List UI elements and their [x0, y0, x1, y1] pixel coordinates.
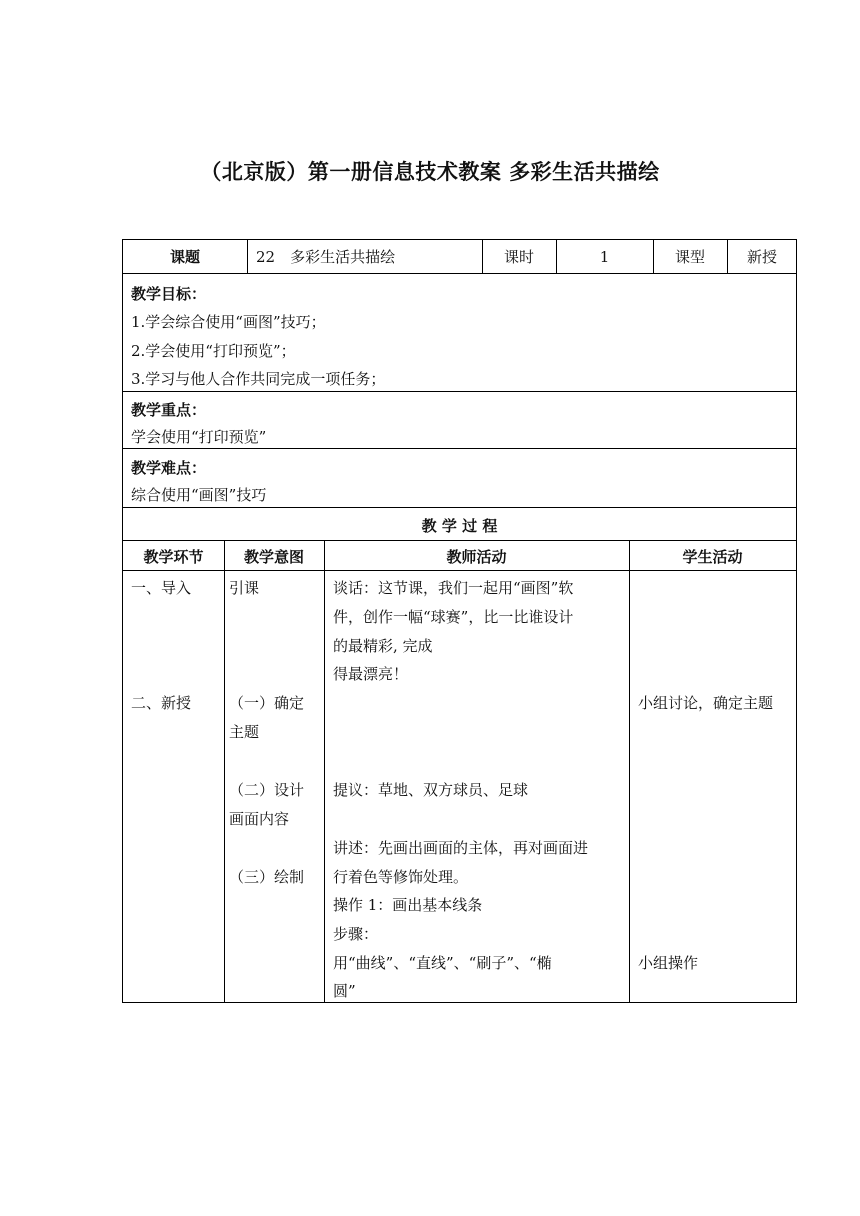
topic-value: 22 多彩生活共描绘	[256, 248, 396, 266]
intent-label: （二）设计	[229, 781, 305, 799]
teacher-activity-line: 得最漂亮！	[333, 665, 409, 683]
hours-label: 课时	[503, 248, 534, 266]
col-divider	[224, 540, 225, 1002]
objective-item: 1.学会综合使用“画图”技巧；	[131, 313, 326, 331]
column-header: 学生活动	[682, 548, 743, 566]
column-header: 教学环节	[143, 548, 204, 566]
intent-label: （三）绘制	[229, 868, 305, 886]
intent-label: 引课	[229, 579, 260, 597]
column-header: 教学意图	[243, 548, 304, 566]
document-title: （北京版）第一册信息技术教案 多彩生活共描绘	[200, 160, 660, 184]
col-divider	[247, 240, 248, 273]
teacher-activity-line: 谈话：这节课，我们一起用“画图”软	[333, 579, 574, 597]
stage-label: 二、新授	[131, 694, 192, 712]
student-activity-line: 小组操作	[638, 954, 699, 972]
intent-label: 画面内容	[229, 810, 290, 828]
teacher-activity-line: 用“曲线”、“直线”、“刷子”、“椭	[333, 954, 552, 972]
lesson-plan-table	[122, 239, 797, 1003]
key-point-text: 学会使用“打印预览”	[131, 428, 267, 446]
row-divider	[123, 391, 796, 392]
row-divider	[123, 448, 796, 449]
col-divider	[324, 540, 325, 1002]
objectives-heading: 教学目标：	[131, 285, 207, 303]
difficulty-heading: 教学难点：	[131, 459, 207, 477]
objective-item: 2.学会使用“打印预览”；	[131, 342, 296, 360]
teacher-activity-line: 行着色等修饰处理。	[333, 868, 469, 886]
column-header: 教师活动	[446, 548, 507, 566]
teacher-activity-line: 步骤：	[333, 925, 379, 943]
stage-label: 一、导入	[131, 579, 192, 597]
teacher-activity-line: 提议：草地、双方球员、足球	[333, 781, 529, 799]
teacher-activity-line: 圆”	[333, 982, 356, 1000]
difficulty-text: 综合使用“画图”技巧	[131, 486, 267, 504]
teacher-activity-line: 件，创作一幅“球赛”，比一比谁设计	[333, 608, 574, 626]
process-heading: 教 学 过 程	[421, 517, 498, 535]
row-divider	[123, 273, 796, 274]
col-divider	[629, 540, 630, 1002]
type-value: 新授	[746, 248, 777, 266]
teacher-activity-line: 操作 1：画出基本线条	[333, 896, 483, 914]
row-divider	[123, 507, 796, 508]
key-point-heading: 教学重点：	[131, 401, 207, 419]
objective-item: 3.学习与他人合作共同完成一项任务；	[131, 370, 386, 388]
type-label: 课型	[674, 248, 705, 266]
student-activity-line: 小组讨论，确定主题	[638, 694, 774, 712]
teacher-activity-line: 的最精彩, 完成	[333, 637, 433, 655]
intent-label: （一）确定	[229, 694, 305, 712]
topic-label: 课题	[169, 248, 200, 266]
teacher-activity-line: 讲述：先画出画面的主体，再对画面进	[333, 839, 589, 857]
intent-label: 主题	[229, 723, 260, 741]
hours-value: 1	[599, 248, 610, 266]
